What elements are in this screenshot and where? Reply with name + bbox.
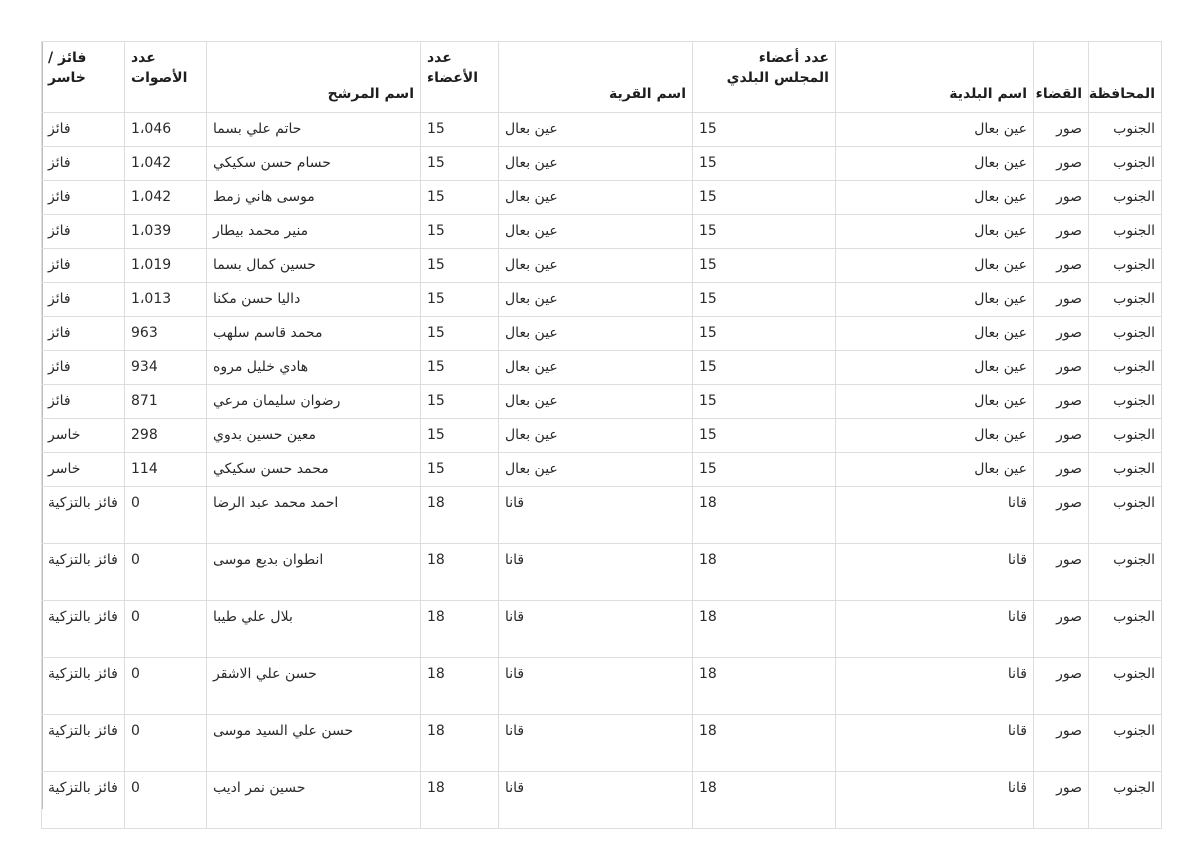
results-table-container — [41, 41, 1161, 829]
header-result: فائز / خاسر — [42, 42, 125, 113]
cell-council-members: 15 — [693, 283, 836, 317]
cell-municipality: عين بعال — [836, 283, 1034, 317]
cell-village: عين بعال — [499, 351, 693, 385]
cell-council-members: 15 — [693, 419, 836, 453]
table-row — [42, 772, 1162, 829]
cell-district: صور — [1034, 147, 1089, 181]
cell-village: قانا — [499, 601, 693, 658]
cell-municipality: قانا — [836, 487, 1034, 544]
cell-governorate: الجنوب — [1089, 113, 1162, 147]
cell-village: عين بعال — [499, 283, 693, 317]
cell-votes: 0 — [125, 544, 207, 601]
cell-votes: 1،042 — [125, 181, 207, 215]
cell-municipality: عين بعال — [836, 249, 1034, 283]
cell-council-members: 15 — [693, 147, 836, 181]
cell-council-members: 15 — [693, 249, 836, 283]
header-municipality: اسم البلدية — [836, 42, 1034, 113]
cell-governorate: الجنوب — [1089, 772, 1162, 829]
cell-village: عين بعال — [499, 181, 693, 215]
table-body — [42, 113, 1162, 829]
table-row — [42, 715, 1162, 772]
cell-candidate: حسن علي السيد موسى — [207, 715, 421, 772]
header-governorate: المحافظة — [1089, 42, 1162, 113]
cell-votes: 298 — [125, 419, 207, 453]
cell-district: صور — [1034, 453, 1089, 487]
cell-result: فائز بالتزكية — [42, 601, 125, 658]
cell-district: صور — [1034, 249, 1089, 283]
cell-governorate: الجنوب — [1089, 453, 1162, 487]
cell-municipality: عين بعال — [836, 453, 1034, 487]
cell-municipality: عين بعال — [836, 317, 1034, 351]
cell-municipality: عين بعال — [836, 351, 1034, 385]
table-row — [42, 544, 1162, 601]
cell-result: فائز — [42, 351, 125, 385]
cell-district: صور — [1034, 385, 1089, 419]
cell-candidate: داليا حسن مكنا — [207, 283, 421, 317]
table-row — [42, 317, 1162, 351]
table-row — [42, 147, 1162, 181]
cell-result: فائز بالتزكية — [42, 658, 125, 715]
header-members: عدد الأعضاء — [421, 42, 499, 113]
cell-council-members: 18 — [693, 544, 836, 601]
cell-result: خاسر — [42, 419, 125, 453]
cell-municipality: عين بعال — [836, 385, 1034, 419]
table-row — [42, 601, 1162, 658]
cell-governorate: الجنوب — [1089, 385, 1162, 419]
cell-candidate: حسين كمال بسما — [207, 249, 421, 283]
cell-village: عين بعال — [499, 453, 693, 487]
cell-district: صور — [1034, 283, 1089, 317]
cell-district: صور — [1034, 351, 1089, 385]
cell-village: عين بعال — [499, 113, 693, 147]
cell-village: عين بعال — [499, 249, 693, 283]
cell-votes: 0 — [125, 487, 207, 544]
cell-village: قانا — [499, 658, 693, 715]
cell-village: عين بعال — [499, 317, 693, 351]
cell-members: 15 — [421, 283, 499, 317]
cell-result: فائز — [42, 113, 125, 147]
cell-result: فائز — [42, 215, 125, 249]
election-results-table — [41, 41, 1162, 829]
cell-governorate: الجنوب — [1089, 658, 1162, 715]
cell-members: 18 — [421, 772, 499, 829]
table-row — [42, 351, 1162, 385]
cell-council-members: 15 — [693, 351, 836, 385]
cell-result: فائز بالتزكية — [42, 544, 125, 601]
cell-council-members: 15 — [693, 385, 836, 419]
cell-members: 15 — [421, 113, 499, 147]
cell-members: 15 — [421, 317, 499, 351]
cell-votes: 1،042 — [125, 147, 207, 181]
cell-governorate: الجنوب — [1089, 215, 1162, 249]
cell-municipality: قانا — [836, 601, 1034, 658]
cell-governorate: الجنوب — [1089, 147, 1162, 181]
cell-municipality: قانا — [836, 658, 1034, 715]
table-row — [42, 419, 1162, 453]
cell-governorate: الجنوب — [1089, 601, 1162, 658]
cell-governorate: الجنوب — [1089, 317, 1162, 351]
cell-village: قانا — [499, 772, 693, 829]
cell-governorate: الجنوب — [1089, 544, 1162, 601]
cell-candidate: احمد محمد عبد الرضا — [207, 487, 421, 544]
cell-votes: 0 — [125, 658, 207, 715]
cell-candidate: محمد حسن سكيكي — [207, 453, 421, 487]
cell-village: عين بعال — [499, 385, 693, 419]
cell-votes: 0 — [125, 601, 207, 658]
cell-district: صور — [1034, 715, 1089, 772]
cell-municipality: عين بعال — [836, 113, 1034, 147]
cell-result: فائز — [42, 385, 125, 419]
table-header-row — [42, 42, 1162, 113]
cell-district: صور — [1034, 419, 1089, 453]
cell-members: 18 — [421, 487, 499, 544]
cell-governorate: الجنوب — [1089, 283, 1162, 317]
cell-municipality: قانا — [836, 772, 1034, 829]
cell-district: صور — [1034, 544, 1089, 601]
table-row — [42, 658, 1162, 715]
cell-result: فائز — [42, 317, 125, 351]
cell-members: 18 — [421, 601, 499, 658]
cell-members: 15 — [421, 419, 499, 453]
header-candidate: اسم المرشح — [207, 42, 421, 113]
cell-members: 15 — [421, 351, 499, 385]
cell-district: صور — [1034, 113, 1089, 147]
cell-candidate: حاتم علي بسما — [207, 113, 421, 147]
cell-members: 18 — [421, 544, 499, 601]
cell-municipality: عين بعال — [836, 147, 1034, 181]
cell-municipality: قانا — [836, 715, 1034, 772]
cell-council-members: 15 — [693, 317, 836, 351]
table-row — [42, 215, 1162, 249]
cell-members: 15 — [421, 215, 499, 249]
cell-result: فائز — [42, 181, 125, 215]
cell-votes: 934 — [125, 351, 207, 385]
cell-result: خاسر — [42, 453, 125, 487]
cell-votes: 1،039 — [125, 215, 207, 249]
cell-governorate: الجنوب — [1089, 351, 1162, 385]
table-row — [42, 113, 1162, 147]
cell-members: 15 — [421, 453, 499, 487]
cell-votes: 1،046 — [125, 113, 207, 147]
cell-village: عين بعال — [499, 215, 693, 249]
header-council-members: عدد أعضاء المجلس البلدي — [693, 42, 836, 113]
cell-result: فائز — [42, 283, 125, 317]
cell-village: عين بعال — [499, 419, 693, 453]
cell-votes: 0 — [125, 772, 207, 829]
cell-candidate: حسام حسن سكيكي — [207, 147, 421, 181]
cell-district: صور — [1034, 487, 1089, 544]
cell-candidate: حسين نمر اديب — [207, 772, 421, 829]
cell-result: فائز بالتزكية — [42, 487, 125, 544]
cell-candidate: منير محمد بيطار — [207, 215, 421, 249]
cell-candidate: حسن علي الاشقر — [207, 658, 421, 715]
cell-council-members: 18 — [693, 658, 836, 715]
cell-governorate: الجنوب — [1089, 715, 1162, 772]
cell-votes: 963 — [125, 317, 207, 351]
cell-district: صور — [1034, 772, 1089, 829]
cell-village: قانا — [499, 715, 693, 772]
cell-votes: 871 — [125, 385, 207, 419]
cell-votes: 1،013 — [125, 283, 207, 317]
cell-members: 18 — [421, 658, 499, 715]
cell-council-members: 18 — [693, 601, 836, 658]
cell-result: فائز — [42, 147, 125, 181]
cell-municipality: عين بعال — [836, 181, 1034, 215]
cell-district: صور — [1034, 181, 1089, 215]
cell-members: 15 — [421, 147, 499, 181]
cell-district: صور — [1034, 658, 1089, 715]
cell-governorate: الجنوب — [1089, 487, 1162, 544]
table-row — [42, 453, 1162, 487]
cell-municipality: قانا — [836, 544, 1034, 601]
cell-council-members: 15 — [693, 113, 836, 147]
cell-governorate: الجنوب — [1089, 419, 1162, 453]
cell-members: 15 — [421, 249, 499, 283]
cell-candidate: هادي خليل مروه — [207, 351, 421, 385]
cell-district: صور — [1034, 317, 1089, 351]
cell-candidate: انطوان بديع موسى — [207, 544, 421, 601]
cell-members: 15 — [421, 181, 499, 215]
cell-village: قانا — [499, 487, 693, 544]
table-row — [42, 385, 1162, 419]
header-votes: عدد الأصوات — [125, 42, 207, 113]
cell-council-members: 18 — [693, 487, 836, 544]
cell-village: قانا — [499, 544, 693, 601]
cell-votes: 1،019 — [125, 249, 207, 283]
cell-district: صور — [1034, 601, 1089, 658]
cell-members: 15 — [421, 385, 499, 419]
cell-council-members: 15 — [693, 215, 836, 249]
header-district: القضاء — [1034, 42, 1089, 113]
cell-votes: 0 — [125, 715, 207, 772]
cell-council-members: 18 — [693, 715, 836, 772]
cell-result: فائز بالتزكية — [42, 772, 125, 829]
cell-votes: 114 — [125, 453, 207, 487]
cell-governorate: الجنوب — [1089, 249, 1162, 283]
cell-council-members: 15 — [693, 181, 836, 215]
cell-municipality: عين بعال — [836, 215, 1034, 249]
cell-council-members: 15 — [693, 453, 836, 487]
cell-municipality: عين بعال — [836, 419, 1034, 453]
cell-village: عين بعال — [499, 147, 693, 181]
cell-governorate: الجنوب — [1089, 181, 1162, 215]
table-row — [42, 249, 1162, 283]
cell-candidate: موسى هاني زمط — [207, 181, 421, 215]
table-row — [42, 181, 1162, 215]
cell-result: فائز — [42, 249, 125, 283]
cell-members: 18 — [421, 715, 499, 772]
cell-district: صور — [1034, 215, 1089, 249]
cell-candidate: بلال علي طيبا — [207, 601, 421, 658]
cell-result: فائز بالتزكية — [42, 715, 125, 772]
cell-council-members: 18 — [693, 772, 836, 829]
table-row — [42, 487, 1162, 544]
table-row — [42, 283, 1162, 317]
cell-candidate: محمد قاسم سلهب — [207, 317, 421, 351]
cell-candidate: رضوان سليمان مرعي — [207, 385, 421, 419]
cell-candidate: معين حسين بدوي — [207, 419, 421, 453]
header-village: اسم القرية — [499, 42, 693, 113]
